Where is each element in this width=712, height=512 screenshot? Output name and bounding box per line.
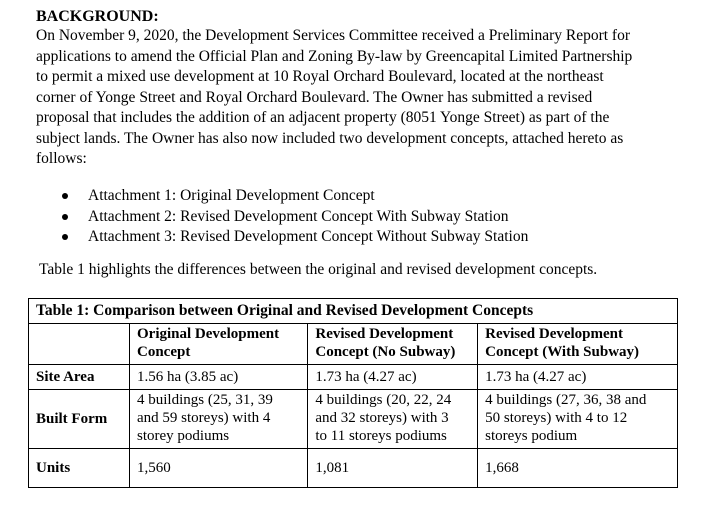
table-row: [29, 449, 678, 488]
bullet-icon: [62, 234, 68, 240]
header-text: Revised Development: [315, 326, 454, 342]
table-cell: [308, 390, 478, 449]
cell-line: storeys podium: [485, 428, 578, 444]
paragraph-line: corner of Yonge Street and Royal Orchard Boulevard. The Owner has submitted a revised: [36, 88, 593, 106]
paragraph-line: to permit a mixed use development at 10 Royal Orchard Boulevard, located at the northeast: [36, 68, 604, 85]
background-paragraph: [36, 26, 676, 170]
header-text: Original Development: [137, 326, 280, 342]
table-cell: 1,560: [130, 449, 308, 488]
table-cell: 1,081: [308, 449, 478, 488]
paragraph-line: proposal that includes the addition of an adjacent property (8051 Yonge Street) as part of the: [36, 109, 610, 126]
cell-line: 4 buildings (27, 36, 38 and: [485, 392, 647, 408]
comparison-table: [28, 298, 678, 488]
table-intro: Table 1 highlights the differences between the original and revised development concepts.: [39, 261, 598, 278]
header-text: Concept (No Subway): [315, 344, 456, 360]
paragraph-line: applications to amend the Official Plan and Zoning By-law by Greencapital Limited Partnership: [36, 47, 633, 65]
table-row: [29, 365, 678, 390]
header-text: Concept: [137, 344, 191, 360]
row-label: Units: [29, 449, 130, 488]
row-label: Site Area: [29, 365, 130, 390]
cell-line: 4 buildings (20, 22, 24: [315, 392, 452, 408]
table-cell: 1,668: [478, 449, 678, 488]
attachment-list: [62, 186, 528, 248]
paragraph-line: subject lands. The Owner has also now included two development concepts, attached hereto as: [36, 129, 624, 147]
header-original: [130, 324, 308, 365]
attachment-item: [62, 207, 528, 228]
paragraph-line: On November 9, 2020, the Development Services Committee received a Preliminary Report for: [36, 27, 630, 44]
header-text: Concept (With Subway): [485, 344, 640, 360]
table-caption: Table 1: Comparison between Original and Revised Development Concepts: [29, 299, 678, 324]
table-cell: [478, 390, 678, 449]
bullet-icon: [62, 214, 68, 220]
cell-line: 50 storeys) with 4 to 12: [485, 410, 628, 426]
attachment-item: [62, 186, 528, 207]
header-empty-cell: [29, 324, 130, 365]
cell-line: and 59 storeys) with 4: [137, 410, 271, 426]
table-cell: 1.73 ha (4.27 ac): [478, 365, 678, 390]
row-label: Built Form: [29, 390, 130, 449]
section-heading: BACKGROUND:: [36, 8, 159, 25]
attachment-label: Attachment 1: Original Development Concept: [88, 187, 375, 204]
table-header-row: [29, 324, 678, 365]
header-revised-subway: [478, 324, 678, 365]
paragraph-line: follows:: [36, 150, 87, 167]
cell-line: to 11 storeys podiums: [315, 428, 447, 444]
table-row: [29, 390, 678, 449]
cell-line: 4 buildings (25, 31, 39: [137, 392, 273, 408]
cell-line: and 32 storeys) with 3: [315, 410, 449, 426]
attachment-label: Attachment 2: Revised Development Concept With Subway Station: [88, 207, 509, 225]
table-cell: 1.56 ha (3.85 ac): [130, 365, 308, 390]
header-text: Revised Development: [485, 326, 624, 342]
table-cell: 1.73 ha (4.27 ac): [308, 365, 478, 390]
header-revised-no-subway: [308, 324, 478, 365]
attachment-item: [62, 227, 528, 248]
cell-line: storey podiums: [137, 428, 230, 444]
bullet-icon: [62, 193, 68, 199]
table-caption-row: [29, 299, 678, 324]
table-cell: [130, 390, 308, 449]
attachment-label: Attachment 3: Revised Development Concept Without Subway Station: [88, 228, 529, 245]
